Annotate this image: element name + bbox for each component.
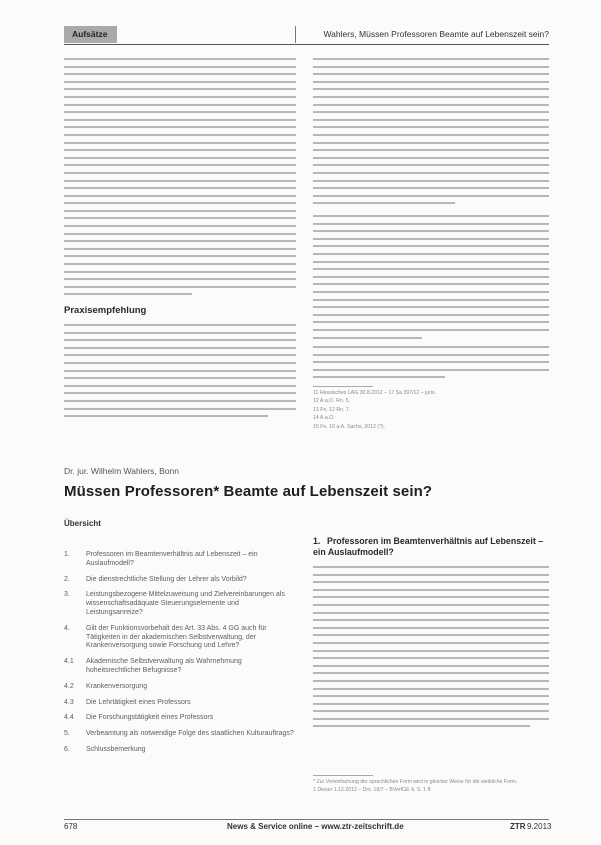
body-text-right-3 [313,346,549,384]
toc-number: 2. [64,575,70,583]
toc-text: Die dienstrechtliche Stellung der Lehrer als Vorbild? [86,575,247,583]
footnotes-bottom [313,778,517,795]
toc-number: 5. [64,730,70,738]
toc-text: Leistungsbezogene Mittelzuweisung und Zielvereinbarungen als wissenschaftsadäquate Steuerungselemente und Leistungsanreize? [86,591,285,616]
body-text-right-2 [313,215,549,344]
section-1-heading [313,536,549,558]
toc-text: Akademische Selbstverwaltung als Wahrnehmung hoheitsrechtlicher Befugnisse? [86,658,242,674]
toc-item [64,714,296,723]
toc-text: Krankenversorgung [86,682,148,690]
toc-number: 4.2 [64,682,74,690]
footnote-rule-bottom [313,775,373,776]
toc-text: Die Forschungstätigkeit eines Professors [86,714,214,722]
toc-text: Schlussbemerkung [86,745,146,753]
toc-number: 4. [64,624,70,632]
footnote-11: 11 Hessisches LAG 30.8.2012 – 17 Sa 397/12 – juris. [313,390,437,396]
body-text-section-1 [313,566,549,733]
page-number: 678 [64,822,78,831]
toc-text: Die Lehrtätigkeit eines Professors [86,698,191,706]
article-author: Dr. jur. Wilhelm Wahlers, Bonn [64,466,179,476]
toc-text: Verbeamtung als notwendige Folge des staatlichen Kulturauftrags? [86,730,294,738]
toc-text: Gilt der Funktionsvorbehalt des Art. 33 Abs. 4 GG auch für Tätigkeiten in der akademischen Selbstverwaltung, der Krankenversorgung sowie Forschung und Lehre? [86,624,267,650]
footnote-14: 14 A.a.O. [313,415,335,422]
toc-number: 6. [64,745,70,753]
section-1-title: Professoren im Beamtenverhältnis auf Lebenszeit – ein Auslaufmodell? [313,536,544,557]
toc-number: 4.4 [64,714,74,722]
issue-number: 9.2013 [527,822,552,831]
footnote-rule-top [313,386,373,387]
section-1-number: 1. [313,536,321,546]
footnote-star: * Zur Vereinfachung der sprachlichen Form wird in gleicher Weise für die weibliche Form. [313,779,518,785]
toc-item [64,683,296,692]
toc-item [64,625,296,651]
toc-number: 3. [64,591,70,599]
journal-logo: ZTR [510,822,526,831]
toc-number: 1. [64,551,70,558]
body-text-left-bottom [64,324,296,423]
footnote-13: 13 Fn. 12 Rn. 7. [313,406,351,413]
toc-item [64,551,296,569]
section-label: Aufsätze [64,26,117,43]
footer-website: News & Service online – www.ztr-zeitschrift.de [227,822,404,831]
toc-text: Professoren im Beamtenverhältnis auf Lebenszeit – ein Auslaufmodell? [86,551,258,567]
toc-item [64,576,296,585]
toc-item [64,699,296,708]
toc-number: 4.3 [64,698,74,706]
body-text-left-top [64,58,296,301]
body-text-right-1 [313,58,549,210]
toc-item [64,746,296,755]
footnote-1: 1 Dieser 1.12.2012 – Drs. 18/7 – BVerfGE 4, S. 1 ff. [313,787,432,794]
footnote-15: 15 Fn. 10 a.A. Sachs, 2012 (?). [313,423,386,430]
section-heading-praxisempfehlung: Praxisempfehlung [64,305,147,316]
running-header [64,26,549,43]
footer-rule [64,819,549,820]
header-rule [64,44,549,45]
toc-label: Übersicht [64,519,101,528]
footnotes-top [313,389,436,431]
toc-item [64,591,296,617]
toc-item [64,658,296,676]
table-of-contents [64,551,296,762]
running-title: Wahlers, Müssen Professoren Beamte auf Lebenszeit sein? [295,26,549,43]
toc-number: 4.1 [64,658,74,666]
toc-item [64,730,296,739]
footnote-12: 12 A.a.O. Rn. 5. [313,398,350,405]
article-title: Müssen Professoren* Beamte auf Lebenszeit sein? [64,483,433,500]
